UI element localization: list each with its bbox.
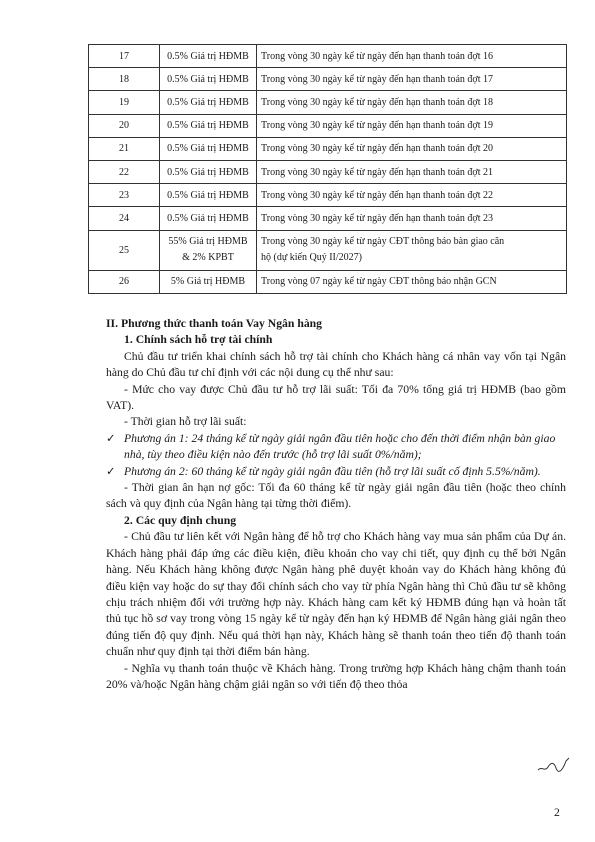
installment-term: Trong vòng 30 ngày kể từ ngày đến hạn thanh toán đợt 18 [257, 91, 567, 114]
option-item [106, 431, 566, 464]
installment-term: Trong vòng 30 ngày kể từ ngày đến hạn thanh toán đợt 21 [257, 160, 567, 183]
installment-number: 25 [89, 230, 160, 270]
table-row [89, 114, 567, 137]
installment-number: 26 [89, 270, 160, 293]
subsection-heading-general-rules: 2. Các quy định chung [124, 513, 237, 527]
installment-percent: 0.5% Giá trị HĐMB [160, 160, 257, 183]
table-row [89, 207, 567, 230]
paragraph-intro: Chủ đầu tư triển khai chính sách hỗ trợ tài chính cho Khách hàng cá nhân vay vốn tại Ngân hàng do Chủ đầu tư chỉ định với các nội dung cụ thể như sau: [106, 349, 566, 380]
installment-number: 18 [89, 68, 160, 91]
table-row [89, 160, 567, 183]
table-row [89, 137, 567, 160]
paragraph-grace-period: - Thời gian ân hạn nợ gốc: Tối đa 60 tháng kể từ ngày giải ngân đầu tiên (hoặc theo chính sách và quy định của Ngân hàng tại từng thời điểm). [106, 481, 566, 511]
installment-percent: 5% Giá trị HĐMB [160, 270, 257, 293]
paragraph-general-rules: - Chủ đầu tư liên kết với Ngân hàng để hỗ trợ cho Khách hàng vay mua sản phẩm của Dự án. Khách hàng phải đáp ứng các điều kiện, điều khoản cho vay chi tiết, quy định cụ thể bởi Ngân hàng. Nếu Khách hàng không được Ngân hàng phê duyệt khoản vay do Khách hàng không đủ điều kiện vay hoặc do sự thay đổi chính sách cho vay từ phía Ngân hàng thì Chủ đầu tư sẽ không chịu trách nhiệm đối với trường hợp này. Khách hàng cam kết ký HĐMB đúng hạn và hoàn tất thủ tục hồ sơ vay trong vòng 15 ngày kể từ ngày đến hạn ký HĐMB để Ngân hàng giải ngân theo đúng tiến độ quy định. Nếu quá thời hạn này, Khách hàng sẽ thanh toán theo tiến độ thanh toán chuẩn như quy định tại thời điểm bán hàng. [106, 530, 566, 659]
table-row [89, 91, 567, 114]
table-row [89, 45, 567, 68]
option-text: Phương án 1: 24 tháng kể từ ngày giải ngân đầu tiên hoặc cho đến thời điểm nhận bàn giao nhà, tùy theo điều kiện nào đến trước (hỗ trợ lãi suất 0%/năm); [124, 431, 556, 462]
installment-percent: 0.5% Giá trị HĐMB [160, 184, 257, 207]
installment-term: Trong vòng 30 ngày kể từ ngày đến hạn thanh toán đợt 20 [257, 137, 567, 160]
installment-percent: 0.5% Giá trị HĐMB [160, 68, 257, 91]
installment-number: 20 [89, 114, 160, 137]
check-icon: ✓ [106, 431, 116, 445]
section-heading: II. Phương thức thanh toán Vay Ngân hàng [106, 317, 323, 330]
installment-term-line: Trong vòng 30 ngày kể từ ngày CĐT thông báo bàn giao căn [261, 236, 505, 247]
installment-number: 22 [89, 160, 160, 183]
option-text: Phương án 2: 60 tháng kể từ ngày giải ngân đầu tiên (hỗ trợ lãi suất cố định 5.5%/năm). [124, 464, 541, 478]
subsection-heading-financial-support: 1. Chính sách hỗ trợ tài chính [124, 333, 273, 347]
table-row [89, 270, 567, 293]
initial-signature-icon [536, 756, 572, 776]
installment-term: Trong vòng 30 ngày kể từ ngày đến hạn thanh toán đợt 19 [257, 114, 567, 137]
installment-term: Trong vòng 30 ngày kể từ ngày đến hạn thanh toán đợt 22 [257, 184, 567, 207]
installment-percent: 0.5% Giá trị HĐMB [160, 207, 257, 230]
paragraph-payment-obligation: - Nghĩa vụ thanh toán thuộc về Khách hàng. Trong trường hợp Khách hàng chậm thanh toán 20% và/hoặc Ngân hàng chậm giải ngân so với tiến độ theo thỏa [106, 661, 566, 691]
table-row [89, 68, 567, 91]
installment-term: Trong vòng 30 ngày kể từ ngày đến hạn thanh toán đợt 17 [257, 68, 567, 91]
installment-term: Trong vòng 07 ngày kể từ ngày CĐT thông báo nhận GCN [257, 270, 567, 293]
page-number: 2 [554, 806, 560, 819]
installment-number: 17 [89, 45, 160, 68]
installment-term: Trong vòng 30 ngày kể từ ngày đến hạn thanh toán đợt 23 [257, 207, 567, 230]
table-row [89, 184, 567, 207]
payment-schedule-table [88, 44, 567, 294]
paragraph-loan-limit: - Mức cho vay được Chủ đầu tư hỗ trợ lãi suất: Tối đa 70% tổng giá trị HĐMB (bao gồm VAT). [106, 382, 566, 413]
installment-percent: 0.5% Giá trị HĐMB [160, 137, 257, 160]
installment-percent: 0.5% Giá trị HĐMB [160, 45, 257, 68]
installment-percent: 0.5% Giá trị HĐMB [160, 91, 257, 114]
installment-number: 19 [89, 91, 160, 114]
installment-percent-line: 55% Giá trị HĐMB [168, 236, 248, 247]
installment-term: Trong vòng 30 ngày kể từ ngày đến hạn thanh toán đợt 16 [257, 45, 567, 68]
installment-number: 21 [89, 137, 160, 160]
option-item [106, 464, 566, 480]
table-row [89, 230, 567, 270]
installment-percent: 0.5% Giá trị HĐMB [160, 114, 257, 137]
installment-number: 24 [89, 207, 160, 230]
paragraph-support-time: - Thời gian hỗ trợ lãi suất: [124, 415, 247, 429]
installment-term [257, 230, 567, 270]
section-content [106, 316, 566, 693]
installment-number: 23 [89, 184, 160, 207]
check-icon: ✓ [106, 464, 116, 478]
installment-percent [160, 230, 257, 270]
installment-term-line: hộ (dự kiến Quý II/2027) [261, 252, 362, 263]
installment-percent-line: & 2% KPBT [182, 252, 234, 263]
